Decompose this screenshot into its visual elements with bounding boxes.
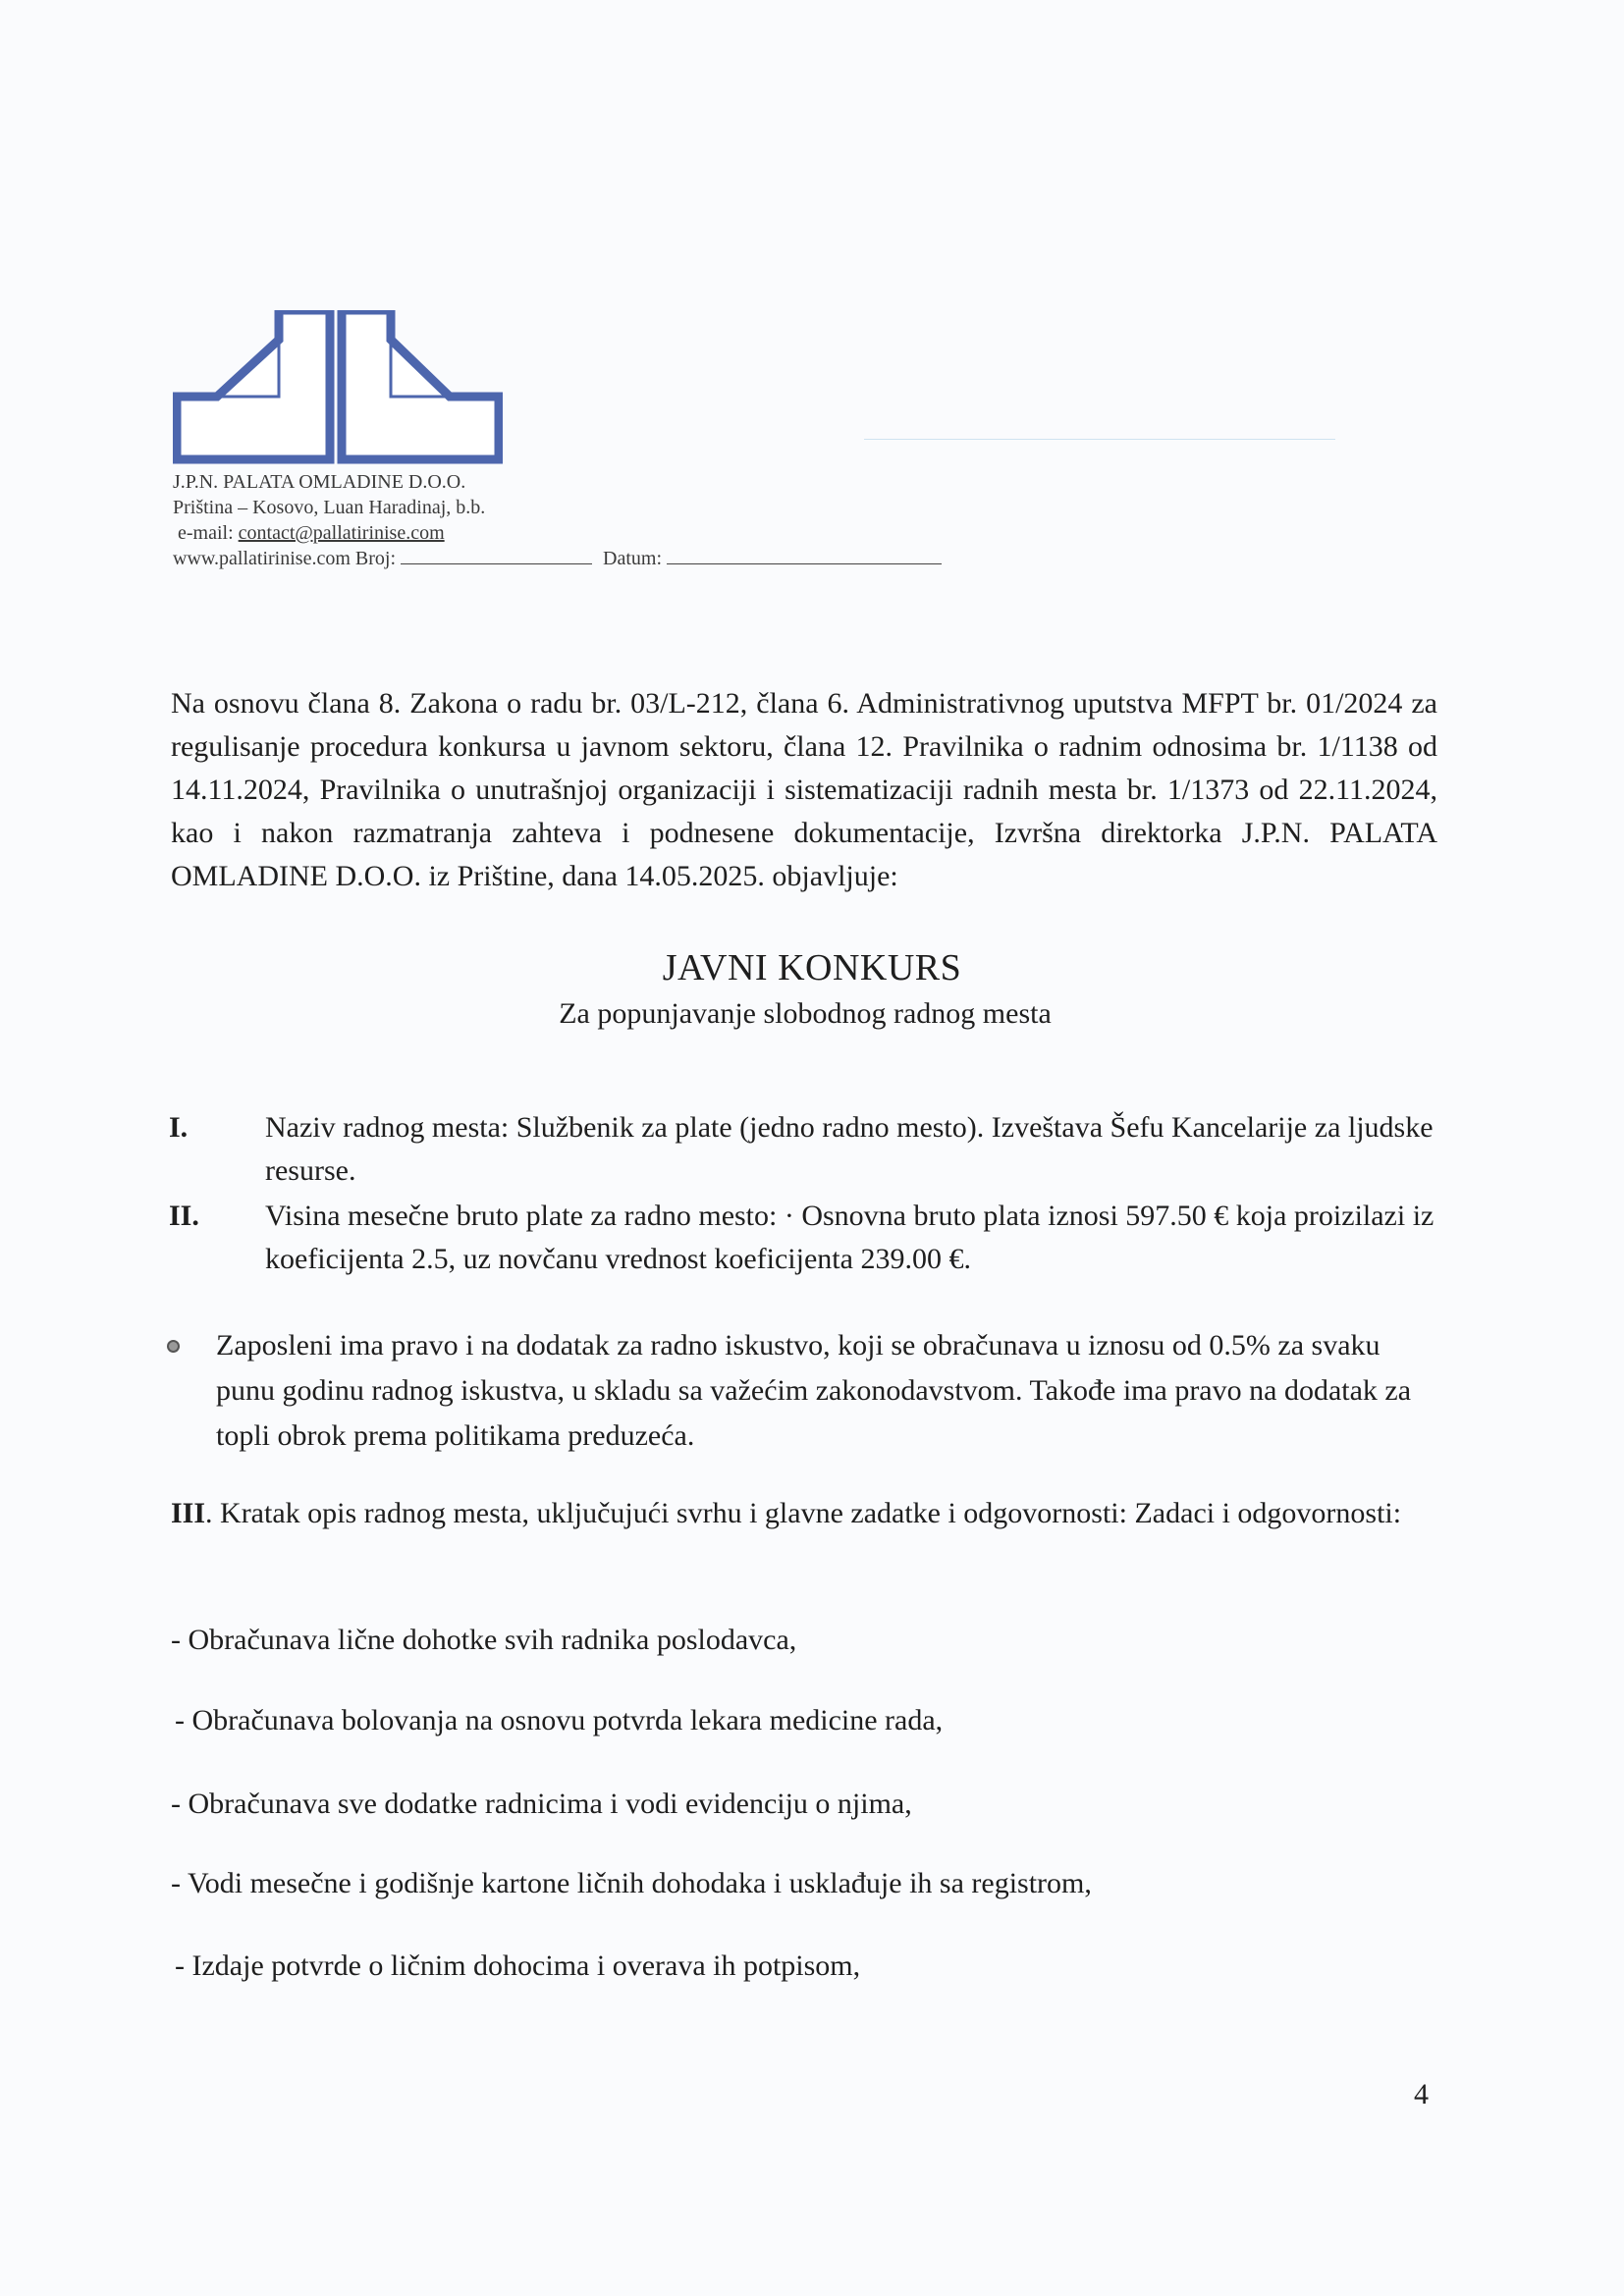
company-web-line bbox=[173, 546, 942, 571]
section-text: . Kratak opis radnog mesta, uključujući svrhu i glavne zadatke i odgovornosti: Zadaci i odgovornosti: bbox=[205, 1497, 1402, 1529]
section-number: III bbox=[171, 1497, 206, 1529]
duty-item: - Obračunava bolovanja na osnovu potvrda lekara medicine rada, bbox=[175, 1704, 944, 1736]
bullet-icon bbox=[167, 1340, 180, 1353]
number-blank-field bbox=[401, 546, 592, 564]
header-divider bbox=[864, 439, 1335, 440]
duty-item: - Obračunava sve dodatke radnicima i vodi evidenciju o njima, bbox=[171, 1788, 912, 1820]
logo-left-shape bbox=[177, 310, 330, 459]
bullet-text: Zaposleni ima pravo i na dodatak za radno iskustvo, koji se obračunava u iznosu od 0.5% za svaku punu godinu radnog iskustva, u skladu sa važećim zakonodavstvom. Takođe ima pravo na dodatak za topli obrok prema politikama preduzeća. bbox=[216, 1329, 1412, 1452]
duty-item: - Izdaje potvrde o ličnim dohocima i overava ih potpisom, bbox=[175, 1949, 861, 1982]
section-2 bbox=[169, 1195, 1445, 1281]
section-text: Visina mesečne bruto plate za radno mesto: · Osnovna bruto plata iznosi 597.50 € koja proizilazi iz koeficijenta 2.5, uz novčanu vrednost koeficijenta 239.00 €. bbox=[265, 1200, 1435, 1275]
page-number: 4 bbox=[1414, 2078, 1429, 2110]
company-logo bbox=[173, 310, 503, 467]
intro-paragraph: Na osnovu člana 8. Zakona o radu br. 03/L-212, člana 6. Administrativnog uputstva MFPT br. 01/2024 za regulisanje procedura konkursa u javnom sektoru, člana 12. Pravilnika o radnim odnosima br. 1/1138 od 14.11.2024, Pravilnika o unutrašnjoj organizaciji i sistematizaciji radnih mesta br. 1/1373 od 22.11.2024, kao i nakon razmatranja zahteva i podnesene dokumentacije, Izvršna direktorka J.P.N. PALATA OMLADINE D.O.O. iz Prištine, dana 14.05.2025. objavljuje: bbox=[171, 687, 1437, 892]
section-number: II. bbox=[169, 1200, 199, 1232]
email-link[interactable]: contact@pallatirinise.com bbox=[238, 522, 445, 544]
number-label: Broj: bbox=[354, 548, 397, 569]
duty-item: - Vodi mesečne i godišnje kartone ličnih dohodaka i usklađuje ih sa registrom, bbox=[171, 1867, 1092, 1899]
bullet-item bbox=[165, 1323, 1441, 1459]
logo-right-shape bbox=[342, 310, 499, 459]
website-link[interactable]: www.pallatirinise.com bbox=[173, 548, 351, 569]
company-email-line bbox=[173, 520, 942, 546]
duty-item: - Obračunava lične dohotke svih radnika poslodavca, bbox=[171, 1624, 797, 1656]
company-address: Priština – Kosovo, Luan Haradinaj, b.b. bbox=[173, 497, 486, 518]
section-3 bbox=[171, 1490, 1447, 1537]
date-blank-field bbox=[667, 546, 942, 564]
date-label: Datum: bbox=[603, 548, 663, 569]
section-1 bbox=[169, 1106, 1445, 1193]
document-subtitle: Za popunjavanje slobodnog radnog mesta bbox=[559, 997, 1052, 1030]
company-info bbox=[173, 469, 942, 571]
company-name: J.P.N. PALATA OMLADINE D.O.O. bbox=[173, 471, 466, 493]
email-label: e-mail: bbox=[178, 522, 234, 544]
document-title: JAVNI KONKURS bbox=[662, 947, 962, 988]
section-number: I. bbox=[169, 1111, 189, 1144]
section-text: Naziv radnog mesta: Službenik za plate (jedno radno mesto). Izveštava Šefu Kancelarije za ljudske resurse. bbox=[265, 1111, 1434, 1187]
